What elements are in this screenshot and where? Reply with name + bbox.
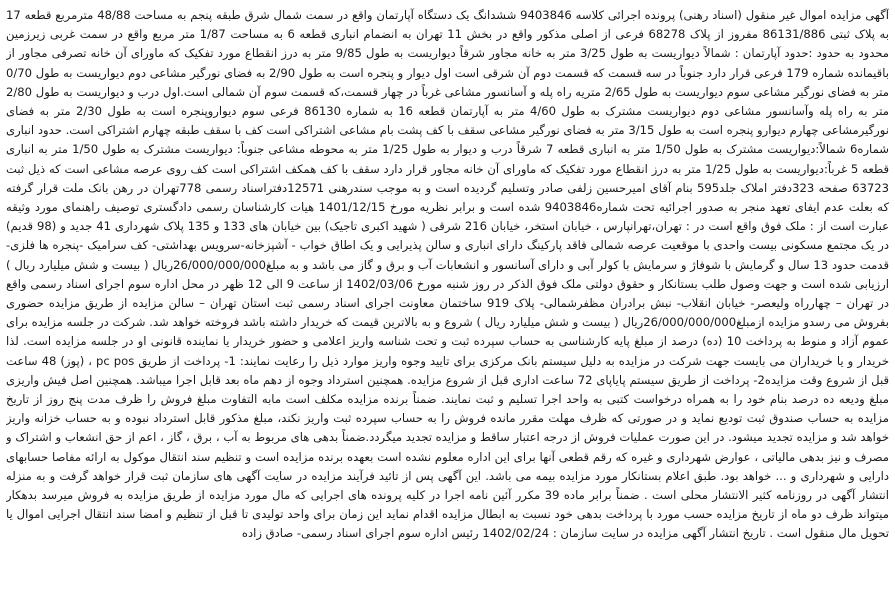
auction-notice-document bbox=[6, 6, 889, 587]
auction-notice-body: آگهی مزایده اموال غیر منقول (اسناد رهنی) پرونده اجرائی کلاسه 9403846 ششدانگ یک دستگاه آپارتمان واقع در سمت شمال شرق طبقه پنجم به مساحت 48/88 مترمربع قطعه 17 به پلاک ثبتی 86131/886 مفروز از پلاک 68278 فرعی از اصلی مذکور واقع در بخش 11 تهران به انضمام انباری قطعه 6 به مساحت 1/87 متر مربع واقع در سمت غربی زیرزمین محدود به حدود :حدود آپارتمان : شمالاً دیواریست به طول 3/25 متر به خانه مجاور شرقاً دیواریست به طول 9/85 متر به درز انقطاع مورد تفکیک که ماورای آن خانه تصرفی مجاور از باقیمانده شماره 179 فرعی قرار دارد جنوباً در سه قسمت که قسمت دوم آن شرقی است اول دیوار و پنجره است به طول 2/90 به فضای نورگیر مشاعی دوم دیواریست به طول 0/70 متر به فضای نورگیر مشاعی سوم دیواریست به طول 2/65 متریه راه پله و آسانسور مشاعی غرباً در چهار قسمت،که قسمت سوم آن شمالی است.اول درب و دیواریست به طول 2/80 متر به راه پله وآسانسور مشاعی دوم دیواریست مشترک به طول 4/60 متر به آپارتمان قطعه 16 به شماره 86130 فرعی سوم دیواروپنجره است به طول 2/30 متر به فضای نورگیرمشاعی چهارم دیوارو پنجره است به طول 3/15 متر به فضای نورگیر مشاعی سقف با کف پشت بام مشاعی اشتراکی است کف با سقف طبقه چهارم اشتراکی است. حدود انباری شماره6 شمالاً:دیواریست مشترک به طول 1/50 متر به انباری قطعه 7 شرقاً درب و دیوار به طول 1/25 متر به محوطه مشاعی جنوباً: دیواریست مشترک به طول 1/50 متر به انباری قطعه 5 غرباً:دیواریست به طول 1/25 متر به درز انقطاع مورد تفکیک که ماورای آن خانه مجاور قرار دارد سقف با کف همکف اشتراکی است کف روی عرصه مشاعی است که ذیل ثبت 63723 صفحه 323دفتر املاک جلد595 بنام آقای امیرحسین زلفی صادر وتسلیم گردیده است و به موجب سندرهنی 12571دفتراسناد رسمی 778تهران در رهن بانک ملت قرار گرفته که بعلت عدم ایفای تعهد منجر به صدور اجرائیه تحت شماره9403846 شده است و برابر نظریه مورخ 1401/12/15 هیات کارشناسان رسمی دادگستری توصیف راهنمای مورد وثیقه عبارت است از : ملک فوق واقع است در : تهران،تهرانپارس ، خیابان استخر، خیابان 216 شرقی ( شهید اکبری تاجیک) بین خیابان های 133 و 135 پلاک شهرداری 41 جدید و (98 قدیم) در یک مجتمع مسکونی بیست واحدی با موقعیت عرصه شمالی فاقد پارکینگ دارای انباری و سالن پذیرایی و یک اطاق خواب - آشپزخانه-سرویس بهداشتی- کف سرامیک -پنجره ها فلزی-قدمت حدود 13 سال و گرمایش با شوفاژ و سرمایش با کولر آبی و دارای آسانسور و انشعابات آب و برق و گاز می باشد و به مبلغ26/000/000/000ریال ( بیست و شش میلیارد ریال ) ارزیابی شده است و جهت وصول طلب بستانکار و حقوق دولتی ملک فوق الذکر در روز شنبه مورخ 1402/03/06 از ساعت 9 الی 12 ظهر در محل اداره سوم اجرای اسناد رسمی واقع در تهران – چهارراه ولیعصر- خیابان انقلاب- نبش برادران مظفرشمالی- پلاک 919 ساختمان معاونت اجرای اسناد رسمی ثبت استان تهران – سالن مزایده از طریق مزایده حضوری بفروش می رسدو مزایده ازمبلغ26/000/000/000ریال ( بیست و شش میلیارد ریال ) شروع و به بالاترین قیمت که خریدار داشته باشد فروخته خواهد شد. شرکت در جلسه مزایده برای عموم آزاد و منوط به پرداخت 10 (ده) درصد از مبلغ پایه کارشناسی به حساب سپرده ثبت و تحت شناسه واریز اعلامی و حضور خریدار یا نماینده قانونی او در جلسه مزایده است. لذا خریدار و یا خریداران می بایست جهت شرکت در مزایده به دلیل سیستم بانک مرکزی برای تایید وجوه واریز موارد ذیل را رعایت نمایند: 1- پرداخت از طریق pc pos ، (پوز) 48 ساعت قبل از شروع وقت مزایده2- پرداخت از طریق سیستم پایاپای 72 ساعت اداری قبل از شروع مزایده. همچنین استرداد وجوه از دهم ماه بعد قابل اجرا میباشد. همچنین اصل فیش واریزی مبلغ ودیعه ده درصد بنام خود را به همراه درخواست کتبی به واحد اجرا تسلیم و ثبت نمایند. ضمناً برنده مزایده مکلف است مابه التفاوت مبلغ فروش را ظرف مدت پنج روز از تاریخ مزایده به حساب صندوق ثبت تودیع نماید و در صورتی که ظرف مهلت مقرر مانده فروش را به حساب سپرده ثبت واریز نکند، مبلغ مذکور قابل استرداد نبوده و به حساب خزانه واریز خواهد شد و مزایده تجدید میشود. در این صورت عملیات فروش از درجه اعتبار ساقط و مزایده تجدید میگردد.ضمناً بدهی های مربوط به آب ، برق ، گاز ، اعم از حق انشعاب و اشتراک و مصرف و نیز بدهی مالیاتی ، عوارض شهرداری و غیره که رقم قطعی آنها برای این اداره معلوم نشده است بعهده برنده مزایده است و تنظیم سند انتقال موکول به ارائه مفاصا حسابهای دارایی و شهرداری و ... خواهد بود. طبق اعلام بستانکار مورد مزایده بیمه می باشد. این آگهی پس از تائید فرآیند مزایده در سایت آگهی های سازمان ثبت قرار خواهد گرفت و به منزله انتشار آگهی در روزنامه کثیر الانتشار محلی است . ضمناً برابر ماده 39 مکرر آئین نامه اجرا در کلیه پرونده های اجرایی که مال مورد مزایده از طریق مزایده به فروش میرسد بدهکار میتواند ظرف دو ماه از تاریخ مزایده حسب مورد با پرداخت بدهی خود نسبت به ابطال مزایده اقدام نماید این زمان برای واحد تولیدی تا قبل از تنظیم و امضا سند انتقال اجرایی اموال یا تحویل مال منقول است . تاریخ انتشار آگهی مزایده در سایت سازمان : 1402/02/24 رئیس اداره سوم اجرای اسناد رسمی- صادق زاده bbox=[6, 8, 889, 541]
